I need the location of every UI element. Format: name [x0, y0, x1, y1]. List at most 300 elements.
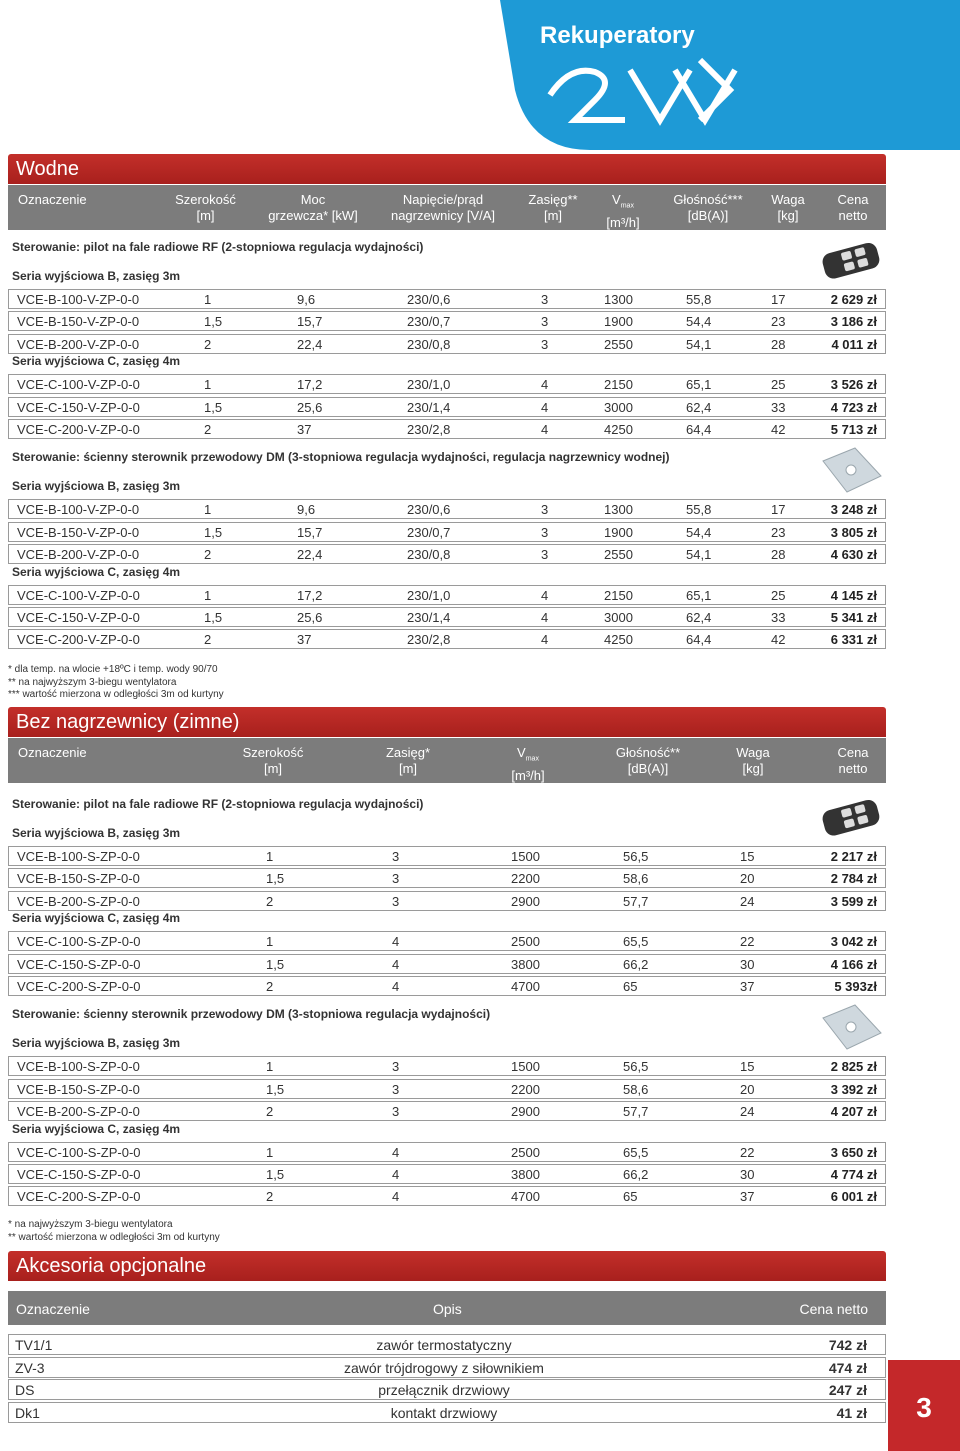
- table-row: [8, 891, 886, 911]
- price-cell: 3 526 zł: [830, 377, 877, 393]
- table-cell: 22: [740, 1144, 755, 1160]
- table-cell: 1900: [604, 314, 633, 330]
- table-cell: 3000: [604, 399, 633, 415]
- price-cell: 5 341 zł: [830, 610, 877, 625]
- table-cell: 2: [266, 1104, 274, 1120]
- table-cell: 55,8: [686, 292, 712, 307]
- table-cell: 230/2,8: [407, 632, 451, 648]
- akcesoria-column-header: [8, 1291, 886, 1325]
- price-cell: 2 784 zł: [830, 871, 877, 887]
- table-row: [8, 289, 886, 309]
- price-cell: 3 248 zł: [830, 502, 877, 518]
- column-header-unit: netto: [838, 208, 868, 223]
- table-cell: VCE-B-200-V-ZP-0-0: [17, 547, 140, 563]
- table-cell: 3: [392, 871, 400, 887]
- table-cell: 24: [740, 893, 755, 909]
- accessory-description: zawór termostatyczny: [376, 1337, 512, 1353]
- column-header: [258, 192, 368, 224]
- column-header-label: $V_{max}$: [612, 192, 634, 210]
- table-cell: 1,5: [204, 610, 223, 625]
- wodne-column-header: [8, 185, 886, 230]
- column-header-label: Cena: [837, 745, 869, 760]
- table-cell: 65,5: [623, 934, 649, 950]
- acc-header-oznaczenie: Oznaczenie: [16, 1301, 90, 1317]
- table-cell: 2150: [604, 377, 633, 393]
- table-cell: 4250: [604, 632, 633, 648]
- table-cell: 25,6: [297, 610, 323, 625]
- table-cell: 28: [771, 547, 786, 563]
- table-cell: 20: [740, 1081, 755, 1097]
- table-cell: 24: [740, 1104, 755, 1120]
- accessory-description: kontakt drzwiowy: [390, 1404, 498, 1421]
- column-header-label: Waga: [736, 745, 770, 760]
- table-cell: 2500: [511, 1144, 540, 1160]
- table-cell: 4: [392, 1144, 400, 1160]
- table-cell: VCE-C-100-S-ZP-0-0: [17, 1144, 141, 1160]
- footnote: ** wartość mierzona w odległości 3m od kurtyny: [8, 1231, 220, 1243]
- table-cell: 28: [771, 336, 786, 352]
- column-header: [708, 745, 798, 777]
- table-cell: VCE-C-100-S-ZP-0-0: [17, 934, 141, 950]
- table-row: [8, 976, 886, 996]
- footnote: * dla temp. na wlocie +18ºC i temp. wody 90/70: [8, 664, 218, 675]
- table-cell: 33: [771, 610, 786, 625]
- table-cell: 2900: [511, 1104, 540, 1120]
- table-cell: 1,5: [204, 399, 223, 415]
- accessory-description: zawór trójdrogowy z siłownikiem: [344, 1359, 544, 1376]
- table-cell: 1: [266, 1144, 274, 1160]
- price-cell: 3 186 zł: [830, 314, 877, 330]
- column-header-unit: [kg]: [777, 208, 799, 223]
- table-cell: 1900: [604, 524, 633, 540]
- table-cell: 230/0,6: [407, 502, 451, 518]
- table-cell: VCE-B-100-S-ZP-0-0: [17, 1059, 140, 1075]
- table-cell: 42: [771, 422, 786, 437]
- table-cell: VCE-B-200-S-ZP-0-0: [17, 1104, 140, 1120]
- table-cell: 17: [771, 502, 786, 518]
- table-cell: 2150: [604, 587, 633, 603]
- table-cell: 4: [392, 1189, 400, 1205]
- acc-header-opis: Opis: [433, 1301, 462, 1317]
- table-cell: 17,2: [297, 377, 323, 393]
- table-cell: 4: [541, 610, 549, 625]
- column-header-unit: [kg]: [742, 761, 764, 776]
- table-cell: 2: [204, 632, 212, 648]
- table-cell: 42: [771, 632, 786, 648]
- wall-controller-icon: [815, 1003, 885, 1053]
- series-label: Seria wyjściowa B, zasięg 3m: [12, 269, 181, 283]
- price-cell: 6 331 zł: [830, 632, 877, 648]
- price-cell: 3 805 zł: [830, 524, 877, 540]
- table-cell: 65: [623, 1189, 638, 1205]
- table-cell: 3: [541, 547, 549, 563]
- footnote: *** wartość mierzona w odległości 3m od kurtyny: [8, 689, 224, 700]
- table-cell: 2: [266, 1189, 274, 1205]
- table-cell: 2200: [511, 871, 540, 887]
- table-row: [8, 334, 886, 354]
- column-header-label: Oznaczenie: [18, 745, 87, 760]
- table-cell: 3: [392, 1059, 400, 1075]
- table-cell: 23: [771, 524, 786, 540]
- price-cell: 3 599 zł: [830, 893, 877, 909]
- table-row: [8, 1101, 886, 1121]
- column-header-unit: [m]: [398, 761, 418, 776]
- column-header: [223, 745, 323, 777]
- column-header: [358, 745, 458, 777]
- table-cell: 37: [740, 1189, 755, 1205]
- table-cell: 33: [771, 399, 786, 415]
- table-cell: 54,4: [686, 314, 712, 330]
- table-cell: 3: [541, 524, 549, 540]
- table-cell: 62,4: [686, 399, 712, 415]
- table-cell: 2: [266, 979, 274, 994]
- price-cell: 4 774 zł: [830, 1167, 877, 1182]
- footnote: * na najwyższym 3-biegu wentylatora: [8, 1219, 173, 1230]
- column-header: [818, 745, 888, 777]
- accessory-row: [8, 1357, 886, 1378]
- table-cell: 3800: [511, 1167, 540, 1182]
- footnote: ** na najwyższym 3-biegu wentylatora: [8, 676, 177, 688]
- column-header: [513, 192, 593, 224]
- column-header: [478, 745, 578, 784]
- column-header-unit: [m]: [263, 761, 283, 776]
- price-cell: 4 723 zł: [830, 399, 877, 415]
- table-cell: 230/0,7: [407, 524, 451, 540]
- table-cell: 230/0,8: [407, 547, 451, 563]
- price-cell: 3 392 zł: [830, 1081, 877, 1097]
- table-row: [8, 846, 886, 866]
- table-cell: 57,7: [623, 1104, 649, 1120]
- table-row: [8, 311, 886, 331]
- table-cell: 1: [204, 502, 212, 518]
- table-cell: 2: [204, 336, 212, 352]
- table-row: [8, 1186, 886, 1206]
- table-cell: 3: [392, 1104, 400, 1120]
- table-cell: 4: [541, 587, 549, 603]
- table-cell: 15,7: [297, 524, 323, 540]
- table-cell: 2: [204, 547, 212, 563]
- column-header: [593, 192, 653, 231]
- table-cell: 3: [541, 502, 549, 518]
- table-row: [8, 374, 886, 394]
- acc-header-cena: Cena netto: [799, 1301, 868, 1317]
- column-header-label: Napięcie/prąd: [402, 192, 484, 207]
- wall-controller-icon: [815, 446, 885, 496]
- table-cell: 64,4: [686, 422, 712, 437]
- table-cell: 4: [392, 979, 400, 994]
- column-header-label: Zasięg**: [528, 192, 578, 207]
- series-label: Seria wyjściowa B, zasięg 3m: [12, 826, 181, 840]
- table-cell: 56,5: [623, 849, 649, 864]
- column-header: [818, 192, 888, 224]
- accessory-price: 474 zł: [828, 1359, 867, 1376]
- series-label: Seria wyjściowa C, zasięg 4m: [12, 354, 181, 369]
- control-type-label: Sterowanie: pilot na fale radiowe RF (2-stopniowa regulacja wydajności): [12, 797, 424, 811]
- table-cell: 1,5: [204, 524, 223, 540]
- column-header-label: $V_{max}$: [517, 745, 539, 763]
- table-cell: 22: [740, 934, 755, 950]
- table-cell: 62,4: [686, 610, 712, 625]
- column-header-unit: [dB(A)]: [687, 208, 729, 223]
- table-cell: 3: [541, 314, 549, 330]
- table-cell: 15,7: [297, 314, 323, 330]
- table-cell: 65: [623, 979, 638, 994]
- table-cell: 37: [297, 632, 312, 648]
- zimne-column-header: [8, 738, 886, 783]
- column-header: [18, 192, 138, 208]
- series-label: Seria wyjściowa B, zasięg 3m: [12, 479, 181, 494]
- accessory-code: TV1/1: [15, 1337, 53, 1353]
- table-row: [8, 931, 886, 951]
- price-cell: 5 713 zł: [830, 422, 877, 437]
- table-cell: 2: [266, 893, 274, 909]
- table-cell: 4: [392, 1167, 400, 1182]
- column-header-label: Szerokość: [242, 745, 304, 760]
- table-row: [8, 1164, 886, 1184]
- table-cell: VCE-B-200-V-ZP-0-0: [17, 336, 140, 352]
- section-title-akcesoria: Akcesoria opcjonalne: [8, 1251, 886, 1281]
- table-cell: 2550: [604, 336, 633, 352]
- price-cell: 2 629 zł: [830, 292, 877, 307]
- accessory-code: DS: [15, 1382, 35, 1398]
- table-cell: 3: [392, 1081, 400, 1097]
- table-row: [8, 499, 886, 519]
- table-cell: 4: [392, 934, 400, 950]
- table-row: [8, 954, 886, 974]
- table-row: [8, 629, 886, 649]
- column-header-label: Zasięg*: [385, 745, 431, 760]
- control-type-label: Sterowanie: ścienny sterownik przewodowy DM (3-stopniowa regulacja wydajności): [12, 1007, 491, 1022]
- table-cell: VCE-C-200-V-ZP-0-0: [17, 422, 140, 437]
- column-header: [368, 192, 518, 224]
- table-cell: VCE-C-100-V-ZP-0-0: [17, 377, 140, 393]
- table-cell: 4250: [604, 422, 633, 437]
- table-cell: 4: [392, 956, 400, 972]
- table-row: [8, 1056, 886, 1076]
- table-cell: 3800: [511, 956, 540, 972]
- table-cell: 4: [541, 399, 549, 415]
- price-cell: 3 042 zł: [830, 934, 877, 950]
- table-cell: VCE-C-200-S-ZP-0-0: [17, 979, 141, 994]
- table-cell: 2550: [604, 547, 633, 563]
- column-header-label: Oznaczenie: [18, 192, 87, 207]
- table-cell: 66,2: [623, 1167, 649, 1182]
- table-cell: VCE-C-150-V-ZP-0-0: [17, 610, 140, 625]
- accessory-row: [8, 1334, 886, 1355]
- control-type-label: Sterowanie: ścienny sterownik przewodowy DM (3-stopniowa regulacja wydajności, regulacja nagrzewnicy wodnej): [12, 450, 670, 465]
- table-cell: 9,6: [297, 502, 316, 518]
- price-cell: 5 393zł: [834, 979, 877, 994]
- table-cell: 17,2: [297, 587, 323, 603]
- column-header-unit: [m]: [196, 208, 215, 223]
- table-cell: 4: [541, 422, 549, 437]
- price-cell: 2 217 zł: [830, 849, 877, 864]
- table-cell: 22,4: [297, 547, 323, 563]
- table-cell: 1500: [511, 849, 540, 864]
- table-cell: 37: [297, 422, 312, 437]
- table-cell: 3: [392, 849, 400, 864]
- table-cell: 1: [266, 1059, 274, 1075]
- column-header-subscript: max: [620, 202, 634, 210]
- table-cell: 9,6: [297, 292, 316, 307]
- column-header-unit: [m³/h]: [606, 214, 640, 230]
- table-cell: VCE-C-100-V-ZP-0-0: [17, 587, 140, 603]
- table-cell: 230/1,4: [407, 399, 451, 415]
- table-cell: 1,5: [266, 956, 285, 972]
- table-cell: 230/0,8: [407, 336, 451, 352]
- table-cell: 65,5: [623, 1144, 649, 1160]
- table-cell: 23: [771, 314, 786, 330]
- table-cell: 54,4: [686, 524, 712, 540]
- table-row: [8, 585, 886, 605]
- price-cell: 4 011 zł: [831, 336, 877, 352]
- table-cell: 22,4: [297, 336, 323, 352]
- table-cell: 2900: [511, 893, 540, 909]
- table-cell: 2500: [511, 934, 540, 950]
- accessory-row: [8, 1402, 886, 1423]
- table-cell: 1,5: [266, 1081, 285, 1097]
- column-header-unit: [m]: [543, 208, 563, 223]
- table-cell: VCE-B-100-V-ZP-0-0: [17, 292, 140, 307]
- price-cell: 4 630 zł: [830, 547, 877, 563]
- table-cell: 3: [392, 893, 400, 909]
- table-cell: 3: [541, 292, 549, 307]
- table-row: [8, 1142, 886, 1162]
- column-header: [588, 745, 708, 777]
- brand-title: Rekuperatory: [540, 22, 695, 49]
- table-cell: 30: [740, 956, 755, 972]
- column-header-label: Moc: [300, 192, 326, 207]
- column-header-subscript: max: [525, 755, 539, 763]
- table-cell: 1,5: [204, 314, 223, 330]
- price-cell: 4 145 zł: [830, 587, 877, 603]
- column-header-unit: nagrzewnicy [V/A]: [390, 208, 496, 223]
- column-header-label: Cena: [837, 192, 869, 207]
- table-cell: VCE-C-200-S-ZP-0-0: [17, 1189, 141, 1205]
- table-cell: 1: [266, 934, 274, 950]
- table-cell: VCE-C-150-S-ZP-0-0: [17, 956, 141, 972]
- table-cell: 1: [204, 587, 212, 603]
- table-row: [8, 397, 886, 417]
- remote-icon: [815, 793, 885, 843]
- column-header-unit: [dB(A)]: [627, 761, 669, 776]
- table-cell: 230/1,0: [407, 377, 451, 393]
- table-cell: 230/2,8: [407, 422, 451, 437]
- series-label: Seria wyjściowa C, zasięg 4m: [12, 564, 181, 579]
- table-cell: 58,6: [623, 1081, 649, 1097]
- table-cell: 2200: [511, 1081, 540, 1097]
- table-cell: 20: [740, 871, 755, 887]
- table-cell: 230/0,6: [407, 292, 451, 307]
- column-header-label: Głośność**: [615, 745, 681, 760]
- table-cell: 54,1: [686, 336, 712, 352]
- table-cell: 230/1,0: [407, 587, 451, 603]
- section-title-wodne: Wodne: [8, 154, 886, 184]
- table-row: [8, 868, 886, 888]
- table-cell: 1: [266, 849, 274, 864]
- table-cell: 17: [771, 292, 786, 307]
- table-cell: 230/1,4: [407, 610, 451, 625]
- table-cell: VCE-C-200-V-ZP-0-0: [17, 632, 140, 648]
- price-cell: 3 650 zł: [830, 1144, 877, 1160]
- table-cell: 54,1: [686, 547, 712, 563]
- table-cell: 3: [541, 336, 549, 352]
- table-cell: 3000: [604, 610, 633, 625]
- accessory-description: przełącznik drzwiowy: [378, 1382, 510, 1398]
- table-cell: 1,5: [266, 871, 285, 887]
- price-cell: 4 166 zł: [830, 956, 877, 972]
- table-row: [8, 544, 886, 564]
- remote-icon: [815, 236, 885, 286]
- accessory-price: 742 zł: [828, 1337, 867, 1353]
- table-cell: VCE-B-100-S-ZP-0-0: [17, 849, 140, 864]
- table-cell: 4: [541, 377, 549, 393]
- series-label: Seria wyjściowa B, zasięg 3m: [12, 1036, 181, 1051]
- section-title-zimne: Bez nagrzewnicy (zimne): [8, 707, 886, 737]
- table-cell: 56,5: [623, 1059, 649, 1075]
- column-header: [158, 192, 253, 224]
- table-cell: 58,6: [623, 871, 649, 887]
- series-label: Seria wyjściowa C, zasięg 4m: [12, 1121, 181, 1136]
- table-cell: VCE-B-150-V-ZP-0-0: [17, 314, 140, 330]
- column-header-unit: [m³/h]: [511, 767, 545, 783]
- table-cell: 25,6: [297, 399, 323, 415]
- table-cell: 4700: [511, 1189, 540, 1205]
- accessory-code: ZV-3: [15, 1359, 45, 1376]
- table-cell: 1300: [604, 502, 633, 518]
- table-cell: 25: [771, 377, 786, 393]
- table-cell: 4700: [511, 979, 540, 994]
- table-cell: 15: [740, 849, 755, 864]
- table-cell: 37: [740, 979, 755, 994]
- table-cell: 4: [541, 632, 549, 648]
- accessory-price: 247 zł: [828, 1382, 867, 1398]
- price-cell: 4 207 zł: [830, 1104, 877, 1120]
- table-cell: 25: [771, 587, 786, 603]
- table-cell: VCE-B-150-V-ZP-0-0: [17, 524, 140, 540]
- table-cell: VCE-C-150-S-ZP-0-0: [17, 1167, 141, 1182]
- table-cell: 55,8: [686, 502, 712, 518]
- column-header: [18, 745, 138, 761]
- table-cell: 1,5: [266, 1167, 285, 1182]
- price-cell: 6 001 zł: [830, 1189, 877, 1205]
- table-cell: 30: [740, 1167, 755, 1182]
- table-cell: VCE-B-150-S-ZP-0-0: [17, 1081, 140, 1097]
- column-header-unit: netto: [838, 761, 868, 776]
- table-cell: VCE-B-150-S-ZP-0-0: [17, 871, 140, 887]
- table-cell: 15: [740, 1059, 755, 1075]
- page-number: 3: [916, 1392, 932, 1423]
- table-cell: 65,1: [686, 377, 712, 393]
- column-header-label: Szerokość: [175, 192, 236, 207]
- table-cell: 64,4: [686, 632, 712, 648]
- table-cell: 1: [204, 377, 212, 393]
- column-header-label: Waga: [771, 192, 805, 207]
- table-cell: VCE-B-100-V-ZP-0-0: [17, 502, 140, 518]
- table-cell: 1500: [511, 1059, 540, 1075]
- table-cell: 1: [204, 292, 212, 307]
- column-header: [748, 192, 828, 224]
- accessory-price: 41 zł: [836, 1404, 867, 1421]
- table-row: [8, 522, 886, 542]
- table-row: [8, 1079, 886, 1099]
- table-cell: 1300: [604, 292, 633, 307]
- table-row: [8, 419, 886, 439]
- table-cell: VCE-B-200-S-ZP-0-0: [17, 893, 140, 909]
- accessory-code: Dk1: [15, 1404, 40, 1421]
- table-cell: 65,1: [686, 587, 712, 603]
- table-cell: 57,7: [623, 893, 649, 909]
